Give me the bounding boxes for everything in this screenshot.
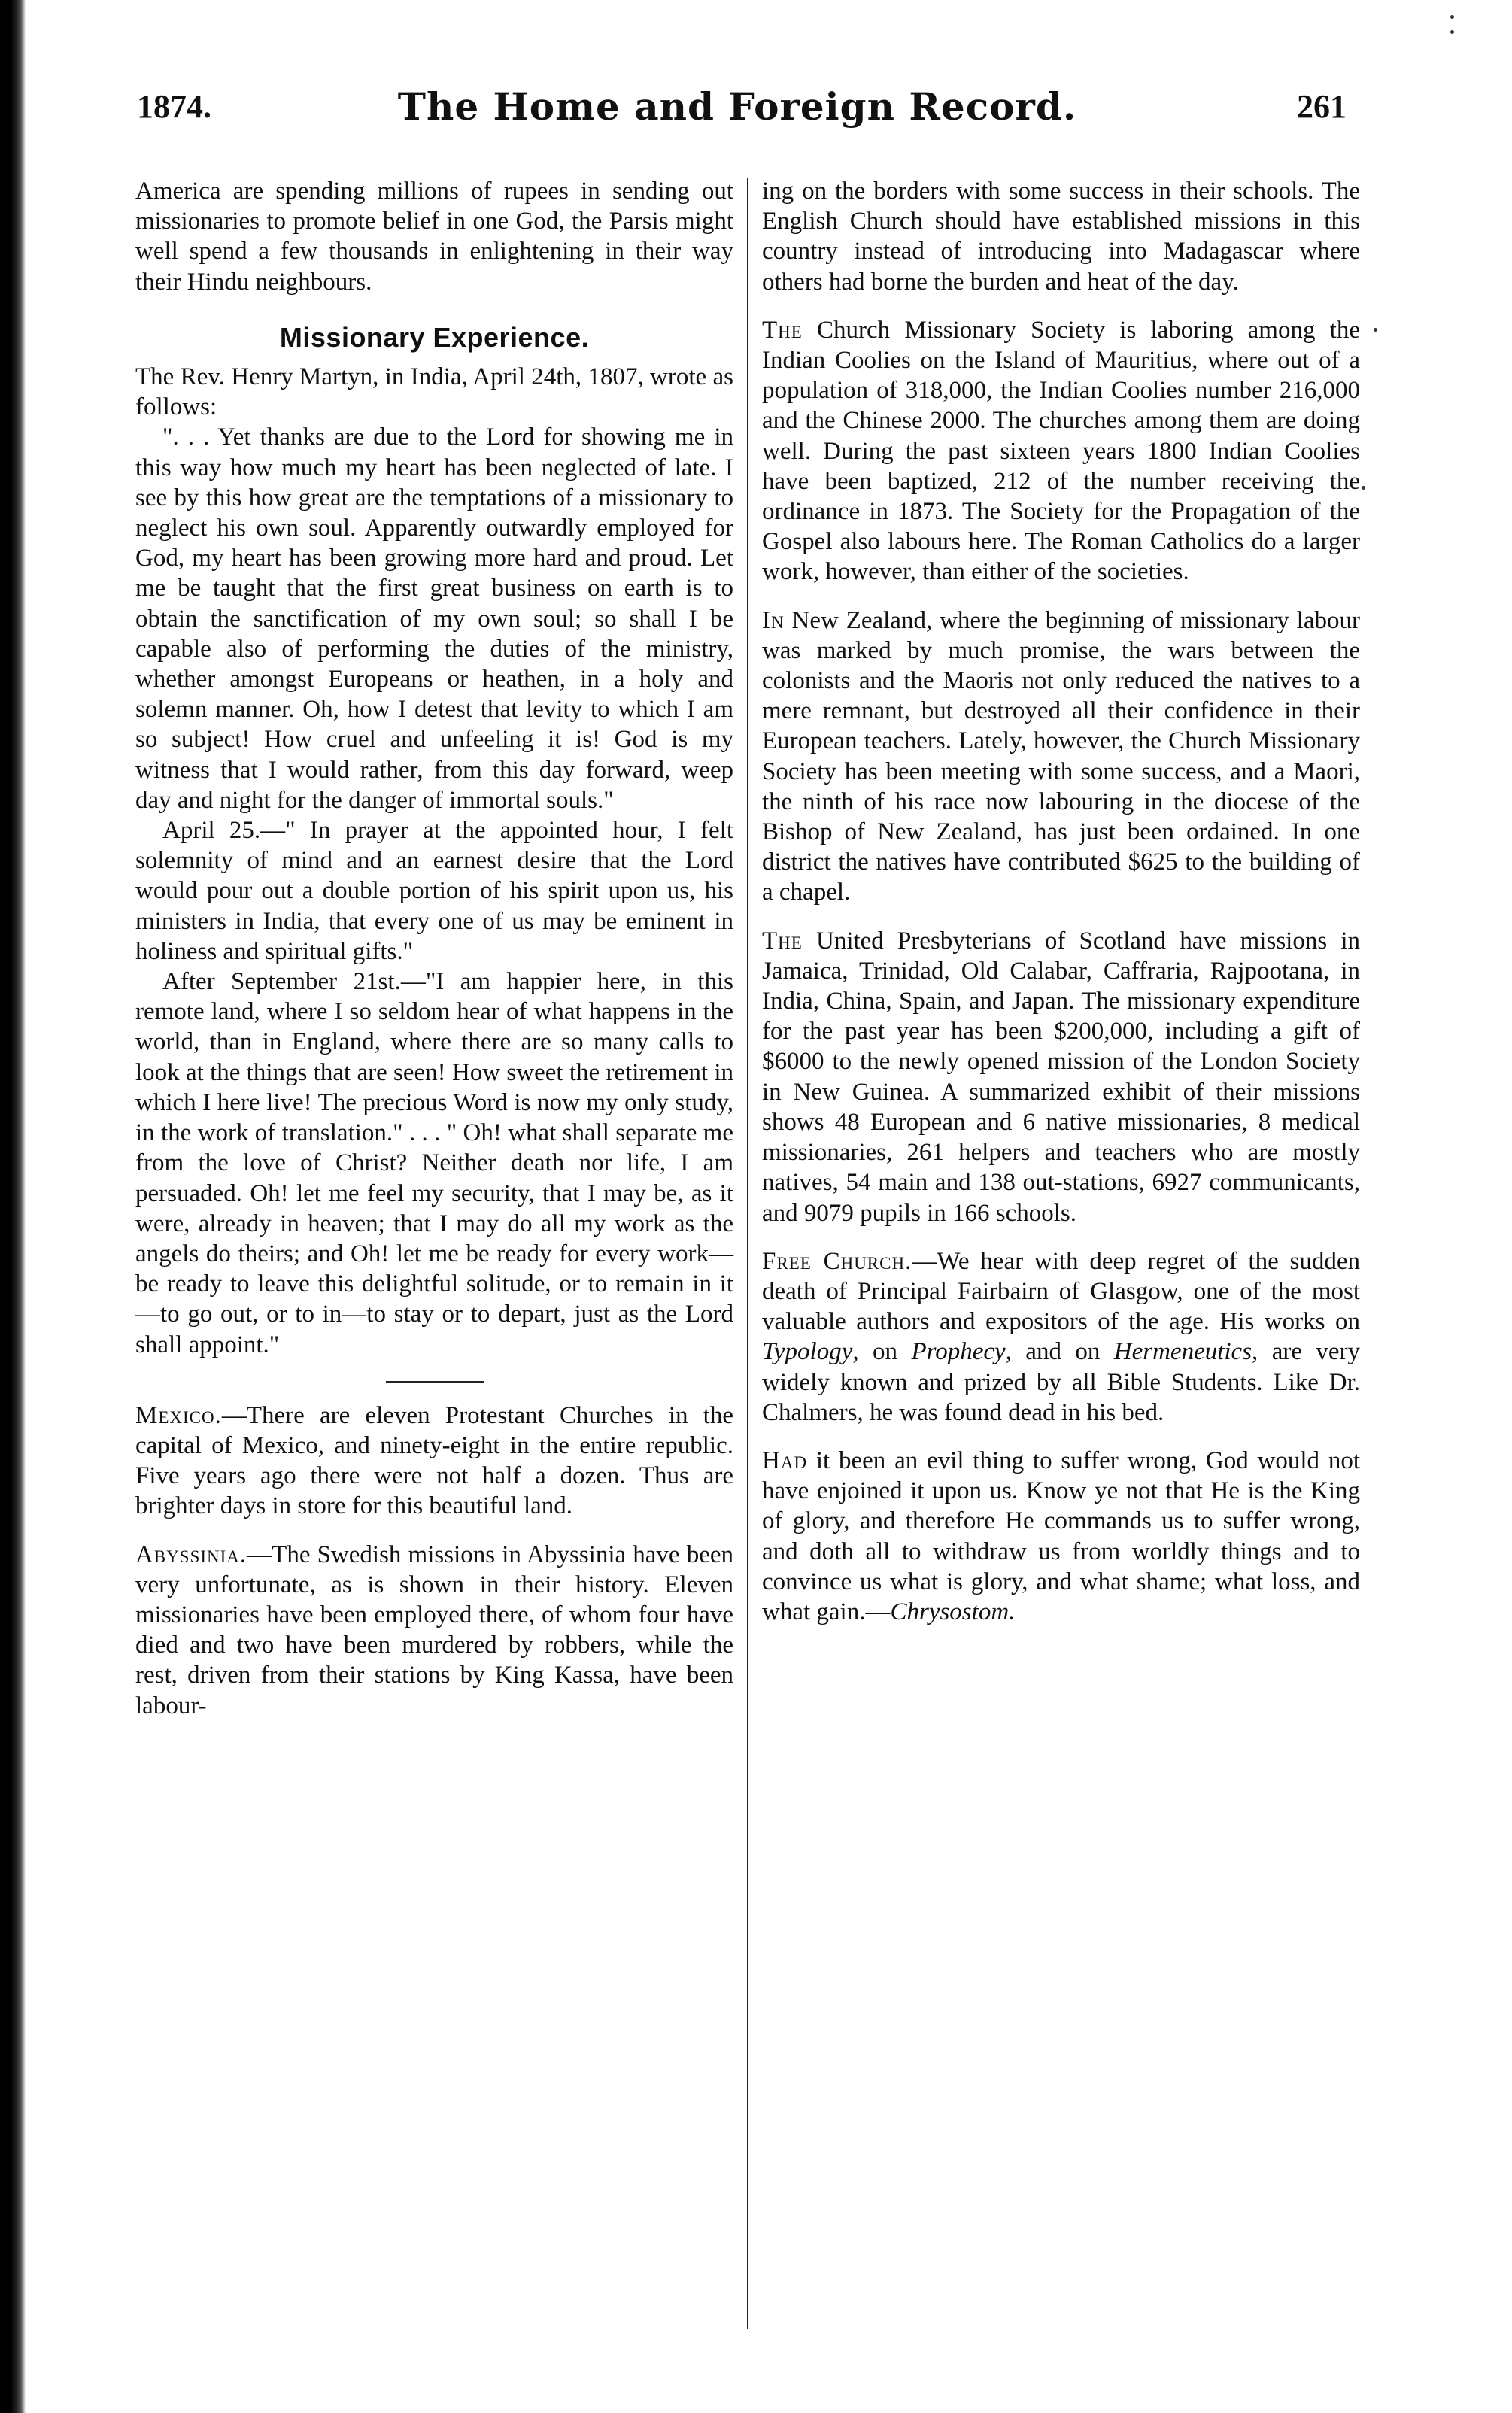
new-zealand-heading: In: [762, 606, 785, 634]
united-presbyterians-body: United Presbyterians of Scotland have missions in Jamaica, Trinidad, Old Calabar, Caffraria, Rajpootana, in India, China, Spain, and Japan. The missionary expenditure for the past year has been $200,000, including a gift of $6000 to the newly opened mission of the London Society in New Guinea. A summarized exhibit of their missions shows 48 European and 6 native missionaries, 8 medical missionaries, 261 helpers and teachers who are mostly natives, 54 main and 138 out-stations, 6927 communicants, and 9079 pupils in 166 schools.: [762, 927, 1360, 1227]
chrysostom-body: it been an evil thing to suffer wrong, God would not have enjoined it upon us. Know ye not that He is the King of glory, and therefore He commands us to suffer wrong, and doth all to withdraw us from worldly things and to convince us what is glory, and what shame; what loss, and what gain.—: [762, 1446, 1360, 1625]
september-entry: After September 21st.—"I am happier here, in this remote land, where I so seldom hear of what happens in the world, than in England, where there are so many calls to look at the things that are seen! How sweet the retirement in which I here live! The precious Word is now my only study, in the work of translation." . . . " Oh! what shall separate me from the love of Christ? Neither death nor life, I am persuaded. Oh! let me feel my security, that I may be, as it were, already in heaven; that I may do all my work as the angels do theirs; and Oh! let me be ready for every work—be ready to leave this delightful solitude, or to remain in it—to go out, or to in—to stay or to depart, just as the Lord shall appoint.": [135, 968, 733, 1358]
mauritius-paragraph: [762, 315, 1360, 587]
header-year: 1874.: [137, 88, 211, 125]
header-page-number: 261: [1297, 88, 1347, 125]
free-church-body-4: , are very widely known and prized by all Bible Students. Like Dr. Chalmers, he was found dead in his bed.: [762, 1338, 1361, 1426]
print-speck: [1374, 328, 1377, 332]
chrysostom-heading: Had: [762, 1446, 808, 1474]
martyn-intro: The Rev. Henry Martyn, in India, April 24th, 1807, wrote as follows:: [135, 363, 733, 421]
print-speck: [1450, 30, 1454, 34]
hermeneutics-title: Hermeneutics: [1113, 1338, 1252, 1366]
running-header: [120, 84, 1354, 144]
abyssinia-body: —The Swedish missions in Abyssinia have been very unfortunate, as is shown in their history. Eleven missionaries have been employed there, of whom four have died and two have been murdered by robbers, while the rest, driven from their stations by King Kassa, have been labour-: [135, 1540, 733, 1719]
mauritius-body: Church Missionary Society is laboring among the Indian Coolies on the Island of Mauritius, where out of a population of 318,000, the Indian Coolies number 216,000 and the Chinese 2000. The churches among them are doing well. During the past sixteen years 1800 Indian Coolies have been baptized, 212 of the number receiving the ordinance in 1873. The Society for the Propagation of the Gospel also labours here. The Roman Catholics do a larger work, however, than either of the societies.: [762, 316, 1360, 586]
mexico-paragraph: [135, 1401, 733, 1522]
united-presbyterians-paragraph: [762, 926, 1360, 1228]
intro-paragraph: America are spending millions of rupees in sending out missionaries to promote belief in one God, the Parsis might well spend a few thousands in enlightening in their way their Hindu neighbours.: [135, 178, 733, 296]
chrysostom-author: Chrysostom.: [890, 1598, 1016, 1625]
new-zealand-paragraph: [762, 606, 1360, 908]
free-church-paragraph: [762, 1246, 1360, 1428]
prophecy-title: Prophecy: [911, 1338, 1006, 1366]
united-presbyterians-heading: The: [762, 927, 803, 955]
april-25-entry: April 25.—" In prayer at the appointed hour, I felt solemnity of mind and an earnest desire that the Lord would pour out a double portion of his spirit upon us, his ministers in India, that every one of us may be eminent in holiness and spiritual gifts.": [135, 817, 733, 965]
free-church-body-3: , and on: [1005, 1338, 1114, 1366]
free-church-body-2: , on: [852, 1338, 912, 1366]
left-column: [135, 176, 733, 1721]
free-church-body-1: —We hear with deep regret of the sudden death of Principal Fairbairn of Glasgow, one of the most valuable authors and expositors of the age. His works on: [762, 1247, 1360, 1336]
print-speck: [1450, 15, 1454, 19]
print-speck: [1362, 486, 1365, 490]
right-column: [762, 176, 1360, 1627]
page-binding-edge: [0, 0, 26, 2413]
mauritius-heading: The: [762, 316, 803, 344]
abyssinia-heading: Abyssinia.: [135, 1540, 247, 1568]
mexico-heading: Mexico.: [135, 1401, 222, 1429]
continued-paragraph: ing on the borders with some success in their schools. The English Church should have established missions in this country instead of introducing into Madagascar where others had borne the burden and heat of the day.: [762, 178, 1360, 296]
martyn-quote: ". . . Yet thanks are due to the Lord for showing me in this way how much my heart has been neglected of late. I see by this how great are the temptations of a missionary to neglect his own soul. Apparently outwardly employed for God, my heart has been growing more hard and proud. Let me be taught that the first great business on earth is to obtain the sanctification of my own soul; so shall I be capable also of performing the duties of the ministry, whether amongst Europeans or heathen, in a holy and solemn manner. Oh, how I detest that levity to which I am so subject! How cruel and unfeeling it is! God is my witness that I would rather, from this day forward, weep day and night for the danger of immortal souls.": [135, 423, 733, 814]
chrysostom-paragraph: [762, 1446, 1360, 1627]
column-divider: [747, 178, 748, 2329]
abyssinia-paragraph: [135, 1540, 733, 1721]
new-zealand-body: New Zealand, where the beginning of missionary labour was marked by much promise, the wars between the colonists and the Maoris not only reduced the natives to a mere remnant, but destroyed all their confidence in their European teachers. Lately, however, the Church Missionary Society has been meeting with some success, and a Maori, the ninth of his race now labouring in the diocese of the Bishop of New Zealand, has just been ordained. In one district the natives have contributed $625 to the building of a chapel.: [762, 606, 1360, 906]
section-title: Missionary Experience.: [279, 321, 590, 353]
header-title: The Home and Foreign Record.: [397, 84, 1077, 129]
mexico-body: —There are eleven Protestant Churches in the capital of Mexico, and ninety-eight in the entire republic. Five years ago there were not half a dozen. Thus are brighter days in store for this beautiful land.: [135, 1401, 733, 1520]
article-separator: [386, 1381, 484, 1383]
typology-title: Typology: [762, 1338, 853, 1366]
free-church-heading: Free Church.: [762, 1247, 912, 1275]
